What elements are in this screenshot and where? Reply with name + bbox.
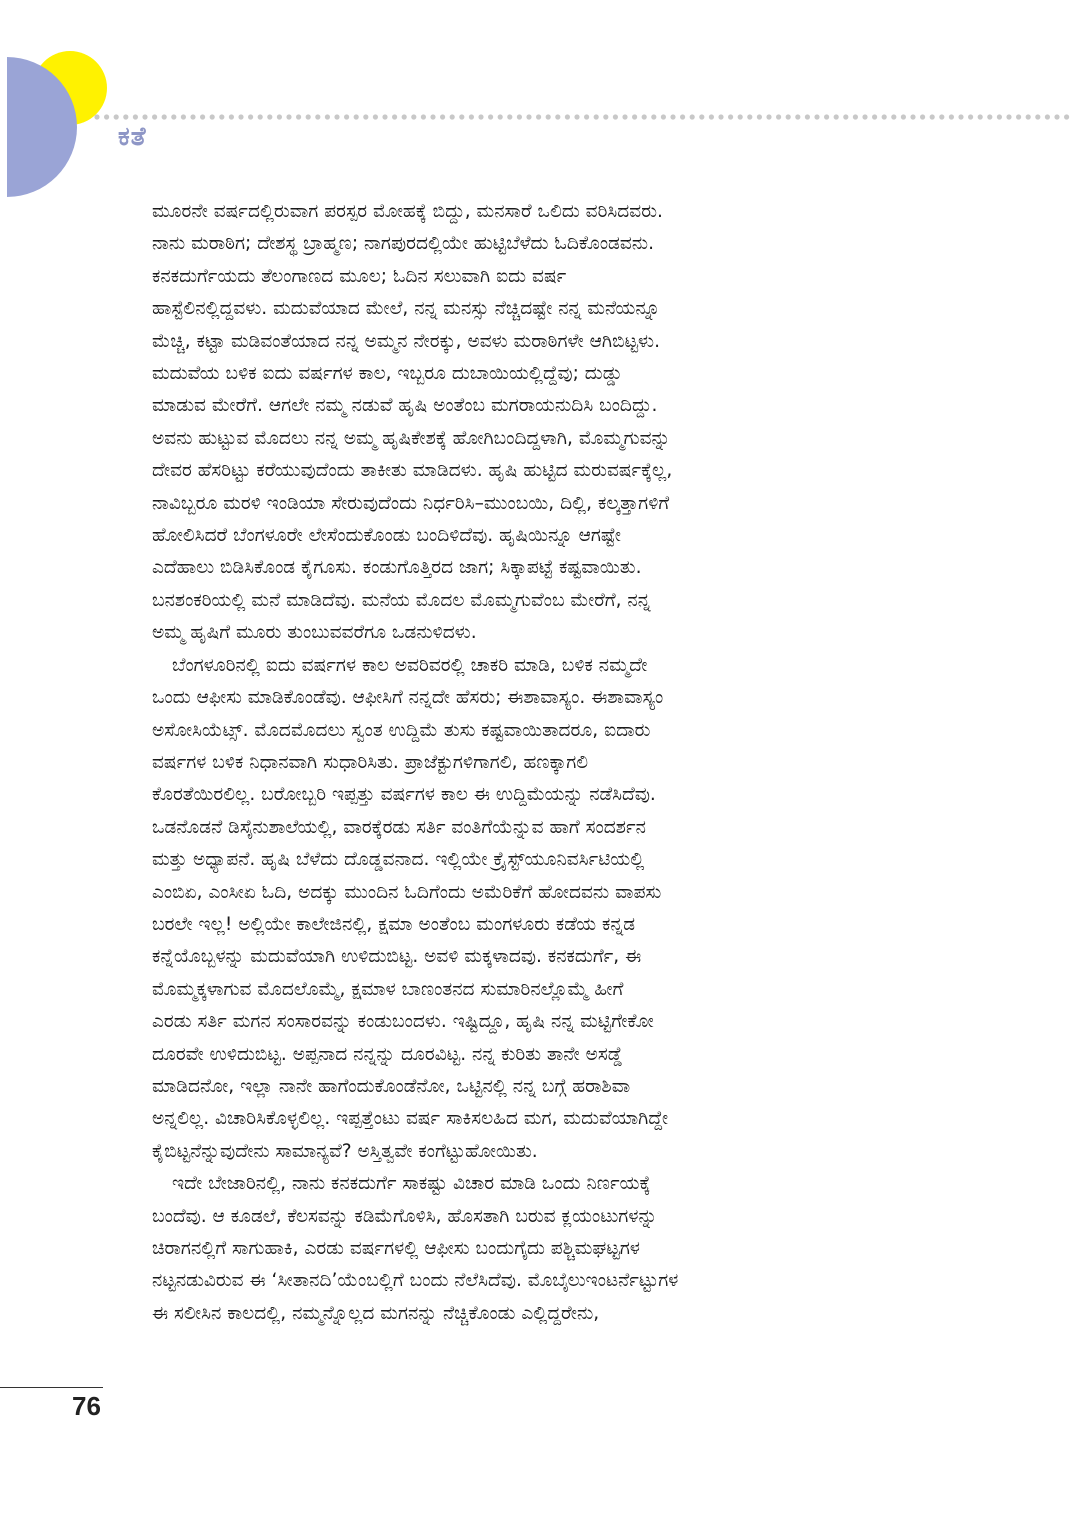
- dot: [219, 114, 224, 119]
- text-line: ಅಸೋಸಿಯೆಟ್ಸ್. ಮೊದಮೊದಲು ಸ್ವಂತ ಉದ್ದಿಮೆ ತುಸು ಕಷ್ಟವಾಯಿತಾದರೂ, ಐದಾರು: [152, 719, 651, 741]
- text-line: ನಟ್ಟನಡುವಿರುವ ಈ ‘ಸೀತಾನದಿ’ಯೆಂಬಲ್ಲಿಗೆ ಬಂದು ನೆಲೆಸಿದೆವು. ಮೊಬೈಲುಇಂಟರ್ನೆಟ್ಟುಗಳ: [152, 1270, 679, 1292]
- dot: [507, 114, 512, 119]
- text-line: ಬೆಂಗಳೂರಿನಲ್ಲಿ ಐದು ವರ್ಷಗಳ ಕಾಲ ಅವರಿವರಲ್ಲಿ ಚಾಕರಿ ಮಾಡಿ, ಬಳಿಕ ನಮ್ಮದೇ: [172, 654, 648, 676]
- dot: [142, 114, 147, 119]
- text-line: ಬರಲೇ ಇಲ್ಲ! ಅಲ್ಲಿಯೇ ಕಾಲೇಜಿನಲ್ಲಿ, ಕ್ಷಮಾ ಅಂತೆಂಬ ಮಂಗಳೂರು ಕಡೆಯ ಕನ್ನಡ: [152, 913, 636, 935]
- text-line: ಹಾಸ್ಟೆಲಿನಲ್ಲಿದ್ದವಳು. ಮದುವೆಯಾದ ಮೇಲೆ, ನನ್ನ ಮನಸ್ಸು ನೆಚ್ಚಿದಷ್ಟೇ ನನ್ನ ಮನೆಯನ್ನೂ: [152, 298, 661, 320]
- text-line: ಕೊರತೆಯಿರಲಿಲ್ಲ. ಬರೋಬ್ಬರಿ ಇಪ್ಪತ್ತು ವರ್ಷಗಳ ಕಾಲ ಈ ಉದ್ದಿಮೆಯನ್ನು ನಡೆಸಿದೆವು.: [152, 784, 656, 806]
- dot: [1006, 114, 1011, 119]
- text-line: ಎರಡು ಸರ್ತಿ ಮಗನ ಸಂಸಾರವನ್ನು ಕಂಡುಬಂದಳು. ಇಷ್ಟಿದ್ದೂ, ಹೃಷಿ ನನ್ನ ಮಟ್ಟಿಗೇಕೋ: [152, 1011, 654, 1033]
- text-line: ಮತ್ತು ಅಧ್ಯಾಪನೆ. ಹೃಷಿ ಬೆಳೆದು ದೊಡ್ಡವನಾದ. ಇಲ್ಲಿಯೇ ಕ್ರೈಸ್ಟ್‌ಯೂನಿವರ್ಸಿಟಿಯಲ್ಲಿ: [152, 849, 645, 871]
- dot: [805, 114, 810, 119]
- dot: [248, 114, 253, 119]
- text-line: ಅಮ್ಮ ಹೃಷಿಗೆ ಮೂರು ತುಂಬುವವರೆಗೂ ಒಡನುಳಿದಳು.: [152, 622, 477, 644]
- dot: [584, 114, 589, 119]
- dot: [834, 114, 839, 119]
- dotted-rule: [92, 112, 1072, 122]
- dot: [296, 114, 301, 119]
- dot: [171, 114, 176, 119]
- page-number: 76: [72, 1391, 101, 1421]
- dot: [766, 114, 771, 119]
- dot: [325, 114, 330, 119]
- dot: [200, 114, 205, 119]
- dot: [594, 114, 599, 119]
- dot: [421, 114, 426, 119]
- dot: [901, 114, 906, 119]
- text-line: ಕನ್ನೆಯೊಬ್ಬಳನ್ನು ಮದುವೆಯಾಗಿ ಉಳಿದುಬಿಟ್ಟ. ಅವಳಿ ಮಕ್ಕಳಾದವು. ಕನಕದುರ್ಗೆ, ಈ: [152, 946, 642, 968]
- footer-rule: [0, 1387, 103, 1388]
- dot: [709, 114, 714, 119]
- text-line: ಎದೆಹಾಲು ಬಿಡಿಸಿಕೊಂಡ ಕೈಗೂಸು. ಕಂಡುಗೊತ್ತಿರದ ಜಾಗ; ಸಿಕ್ಕಾಪಟ್ಟೆ ಕಷ್ಟವಾಯಿತು.: [152, 557, 642, 579]
- text-line: ಒಡನೊಡನೆ ಡಿಸೈನುಶಾಲೆಯಲ್ಲಿ, ವಾರಕ್ಕೆರಡು ಸರ್ತಿ ವಂತಿಗೆಯೆನ್ನುವ ಹಾಗೆ ಸಂದರ್ಶನ: [152, 816, 646, 838]
- dot: [920, 114, 925, 119]
- text-line: ಮಾಡುವ ಮೇರೆಗೆ. ಆಗಲೇ ನಮ್ಮ ನಡುವೆ ಹೃಷಿ ಅಂತೆಂಬ ಮಗರಾಯನುದಿಸಿ ಬಂದಿದ್ದು.: [152, 395, 658, 417]
- dot: [613, 114, 618, 119]
- text-line: ವರ್ಷಗಳ ಬಳಿಕ ನಿಧಾನವಾಗಿ ಸುಧಾರಿಸಿತು. ಪ್ರಾಜೆಕ್ಟುಗಳಿಗಾಗಲಿ, ಹಣಕ್ಕಾಗಲಿ: [152, 751, 589, 773]
- text-line: ಅವನು ಹುಟ್ಟುವ ಮೊದಲು ನನ್ನ ಅಮ್ಮ ಹೃಷಿಕೇಶಕ್ಕೆ ಹೋಗಿಬಂದಿದ್ದಳಾಗಿ, ಮೊಮ್ಮಗುವನ್ನು: [152, 427, 671, 449]
- text-line: ಮಾಡಿದನೋ, ಇಲ್ಲಾ ನಾನೇ ಹಾಗೆಂದುಕೊಂಡೆನೋ, ಒಟ್ಟಿನಲ್ಲಿ ನನ್ನ ಬಗ್ಗೆ ಹರಾಶಿವಾ: [152, 1075, 631, 1097]
- dot: [1064, 114, 1069, 119]
- dot: [891, 114, 896, 119]
- paragraph: [152, 650, 897, 1169]
- dot: [795, 114, 800, 119]
- dot: [738, 114, 743, 119]
- dot: [872, 114, 877, 119]
- dot: [1026, 114, 1031, 119]
- text-line: ದೂರವೇ ಉಳಿದುಬಿಟ್ಟ. ಅಪ್ಪನಾದ ನನ್ನನ್ನು ದೂರವಿಟ್ಟ. ನನ್ನ ಕುರಿತು ತಾನೇ ಅಸಡ್ಡೆ: [152, 1043, 623, 1065]
- dot: [958, 114, 963, 119]
- dot: [843, 114, 848, 119]
- text-line: ಮೂರನೇ ವರ್ಷದಲ್ಲಿರುವಾಗ ಪರಸ್ಪರ ಮೋಹಕ್ಕೆ ಬಿದ್ದು, ಮನಸಾರೆ ಒಲಿದು ವರಿಸಿದವರು.: [152, 201, 663, 222]
- dot: [882, 114, 887, 119]
- text-line: ಹೋಲಿಸಿದರೆ ಬೆಂಗಳೂರೇ ಲೇಸೆಂದುಕೊಂಡು ಬಂದಿಳಿದೆವು. ಹೃಷಿಯಿನ್ನೂ ಆಗಷ್ಟೇ: [152, 525, 622, 547]
- dot: [402, 114, 407, 119]
- dot: [488, 114, 493, 119]
- text-line: ಅನ್ನಲಿಲ್ಲ. ವಿಚಾರಿಸಿಕೊಳ್ಳಲಿಲ್ಲ. ಇಪ್ಪತ್ತೆಂಟು ವರ್ಷ ಸಾಕಿಸಲಹಿದ ಮಗ, ಮದುವೆಯಾಗಿದ್ದೇ: [152, 1108, 669, 1130]
- dot: [430, 114, 435, 119]
- text-line: ಮೆಚ್ಚಿ, ಕಟ್ಟಾ ಮಡಿವಂತೆಯಾದ ನನ್ನ ಅಮ್ಮನ ನೇರಕ್ಕು, ಅವಳು ಮರಾಠಿಗಳೇ ಆಗಿಬಿಟ್ಟಳು.: [152, 330, 660, 352]
- dot: [162, 114, 167, 119]
- dot: [1016, 114, 1021, 119]
- dot: [210, 114, 215, 119]
- paragraph: [152, 196, 897, 650]
- dot: [603, 114, 608, 119]
- text-line: ಕೈಬಿಟ್ಟನೆನ್ನುವುದೇನು ಸಾಮಾನ್ಯವೆ? ಅಸ್ತಿತ್ವವೇ ಕಂಗೆಟ್ಟುಹೋಯಿತು.: [152, 1140, 538, 1162]
- text-line: ಮೊಮ್ಮಕ್ಕಳಾಗುವ ಮೊದಲೊಮ್ಮೆ, ಕ್ಷಮಾಳ ಬಾಣಂತನದ ಸುಮಾರಿನಲ್ಲೊಮ್ಮೆ ಹೀಗೆ: [152, 978, 624, 1000]
- text-line: ಇದೇ ಬೇಜಾರಿನಲ್ಲಿ, ನಾನು ಕನಕದುರ್ಗೆ ಸಾಕಷ್ಟು ವಿಚಾರ ಮಾಡಿ ಒಂದು ನಿರ್ಣಯಕ್ಕೆ: [172, 1173, 651, 1195]
- text-line: ಬಂದೆವು. ಆ ಕೂಡಲೆ, ಕೆಲಸವನ್ನು ಕಡಿಮೆಗೊಳಿಸಿ, ಹೊಸತಾಗಿ ಬರುವ ಕ್ಲಯಂಟುಗಳನ್ನು: [152, 1205, 658, 1227]
- dot: [1054, 114, 1059, 119]
- dot: [555, 114, 560, 119]
- text-line: ನಾವಿಬ್ಬರೂ ಮರಳಿ ಇಂಡಿಯಾ ಸೇರುವುದೆಂದು ನಿರ್ಧರಿಸಿ–ಮುಂಬಯಿ, ದಿಲ್ಲಿ, ಕಲ್ಕತ್ತಾಗಳಿಗೆ: [152, 492, 670, 514]
- dot: [450, 114, 455, 119]
- dot: [123, 114, 128, 119]
- dot: [114, 114, 119, 119]
- dot: [987, 114, 992, 119]
- dot: [862, 114, 867, 119]
- dot: [334, 114, 339, 119]
- text-line: ಮದುವೆಯ ಬಳಿಕ ಐದು ವರ್ಷಗಳ ಕಾಲ, ಇಬ್ಬರೂ ದುಬಾಯಿಯಲ್ಲಿದ್ದೆವು; ದುಡ್ಡು: [152, 363, 623, 385]
- dot: [949, 114, 954, 119]
- dot: [104, 114, 109, 119]
- dot: [344, 114, 349, 119]
- text-line: ಒಂದು ಆಫೀಸು ಮಾಡಿಕೊಂಡೆವು. ಆಫೀಸಿಗೆ ನನ್ನದೇ ಹೆಸರು; ಈಶಾವಾಸ್ಯಂ. ಈಶಾವಾಸ್ಯಂ: [152, 687, 664, 709]
- dot: [690, 114, 695, 119]
- paragraph: [152, 1168, 897, 1330]
- dot: [133, 114, 138, 119]
- dot: [181, 114, 186, 119]
- dot: [546, 114, 551, 119]
- text-line: ಎಂಬಿಏ, ಎಂಸೀಏ ಓದಿ, ಅದಕ್ಕು ಮುಂದಿನ ಓದಿಗೆಂದು ಅಮೆರಿಕೆಗೆ ಹೋದವನು ವಾಪಸು: [152, 881, 662, 903]
- dot: [440, 114, 445, 119]
- dot: [94, 114, 99, 119]
- dot: [757, 114, 762, 119]
- dot: [536, 114, 541, 119]
- dot: [622, 114, 627, 119]
- dot: [670, 114, 675, 119]
- dot: [152, 114, 157, 119]
- dot: [267, 114, 272, 119]
- dot: [853, 114, 858, 119]
- dot: [373, 114, 378, 119]
- dot: [661, 114, 666, 119]
- dot: [411, 114, 416, 119]
- dot: [517, 114, 522, 119]
- dot: [747, 114, 752, 119]
- dot: [498, 114, 503, 119]
- dot: [718, 114, 723, 119]
- dot: [651, 114, 656, 119]
- dot: [315, 114, 320, 119]
- dot: [728, 114, 733, 119]
- dot: [478, 114, 483, 119]
- text-line: ಕನಕದುರ್ಗೆಯದು ತೆಲಂಗಾಣದ ಮೂಲ; ಓದಿನ ಸಲುವಾಗಿ ಐದು ವರ್ಷ: [152, 265, 567, 287]
- dot: [526, 114, 531, 119]
- dot: [910, 114, 915, 119]
- corner-decoration: [0, 0, 140, 210]
- dot: [382, 114, 387, 119]
- dot: [286, 114, 291, 119]
- dot: [968, 114, 973, 119]
- dot: [565, 114, 570, 119]
- dot: [363, 114, 368, 119]
- dot: [997, 114, 1002, 119]
- text-line: ಈ ಸಲೀಸಿನ ಕಾಲದಲ್ಲಿ, ನಮ್ಮನ್ನೊಲ್ಲದ ಮಗನನ್ನು ನೆಚ್ಚಿಕೊಂಡು ಎಲ್ಲಿದ್ದರೇನು,: [152, 1302, 600, 1324]
- dot: [939, 114, 944, 119]
- dot: [642, 114, 647, 119]
- dot: [459, 114, 464, 119]
- dot: [574, 114, 579, 119]
- story-body: [152, 196, 897, 1330]
- dot: [824, 114, 829, 119]
- dot: [699, 114, 704, 119]
- dot: [930, 114, 935, 119]
- dot: [776, 114, 781, 119]
- dot: [229, 114, 234, 119]
- text-line: ಚಿರಾಗನಲ್ಲಿಗೆ ಸಾಗುಹಾಕಿ, ಎರಡು ವರ್ಷಗಳಲ್ಲಿ ಆಫೀಸು ಬಂದುಗೈದು ಪಶ್ಚಿಮಘಟ್ಟಗಳ: [152, 1238, 641, 1259]
- dot: [786, 114, 791, 119]
- dot: [469, 114, 474, 119]
- dot: [306, 114, 311, 119]
- dot: [1045, 114, 1050, 119]
- dot: [1035, 114, 1040, 119]
- dot: [814, 114, 819, 119]
- section-label: ಕತೆ: [118, 122, 147, 152]
- text-line: ನಾನು ಮರಾಠಿಗ; ದೇಶಸ್ಥ ಬ್ರಾಹ್ಮಣ; ನಾಗಪುರದಲ್ಲಿಯೇ ಹುಟ್ಟಿಬೆಳೆದು ಓದಿಕೊಂಡವನು.: [152, 233, 654, 255]
- dot: [632, 114, 637, 119]
- dot: [238, 114, 243, 119]
- text-line: ಬನಶಂಕರಿಯಲ್ಲಿ ಮನೆ ಮಾಡಿದೆವು. ಮನೆಯ ಮೊದಲ ಮೊಮ್ಮಗುವೆಂಬ ಮೇರೆಗೆ, ನನ್ನ: [152, 589, 651, 611]
- dot: [680, 114, 685, 119]
- dot: [258, 114, 263, 119]
- dot: [978, 114, 983, 119]
- dot: [392, 114, 397, 119]
- dot: [354, 114, 359, 119]
- text-line: ದೇವರ ಹೆಸರಿಟ್ಟು ಕರೆಯುವುದೆಂದು ತಾಕೀತು ಮಾಡಿದಳು. ಹೃಷಿ ಹುಟ್ಟಿದ ಮರುವರ್ಷಕ್ಕೆಲ್ಲ,: [152, 460, 673, 482]
- dot: [277, 114, 282, 119]
- dot: [190, 114, 195, 119]
